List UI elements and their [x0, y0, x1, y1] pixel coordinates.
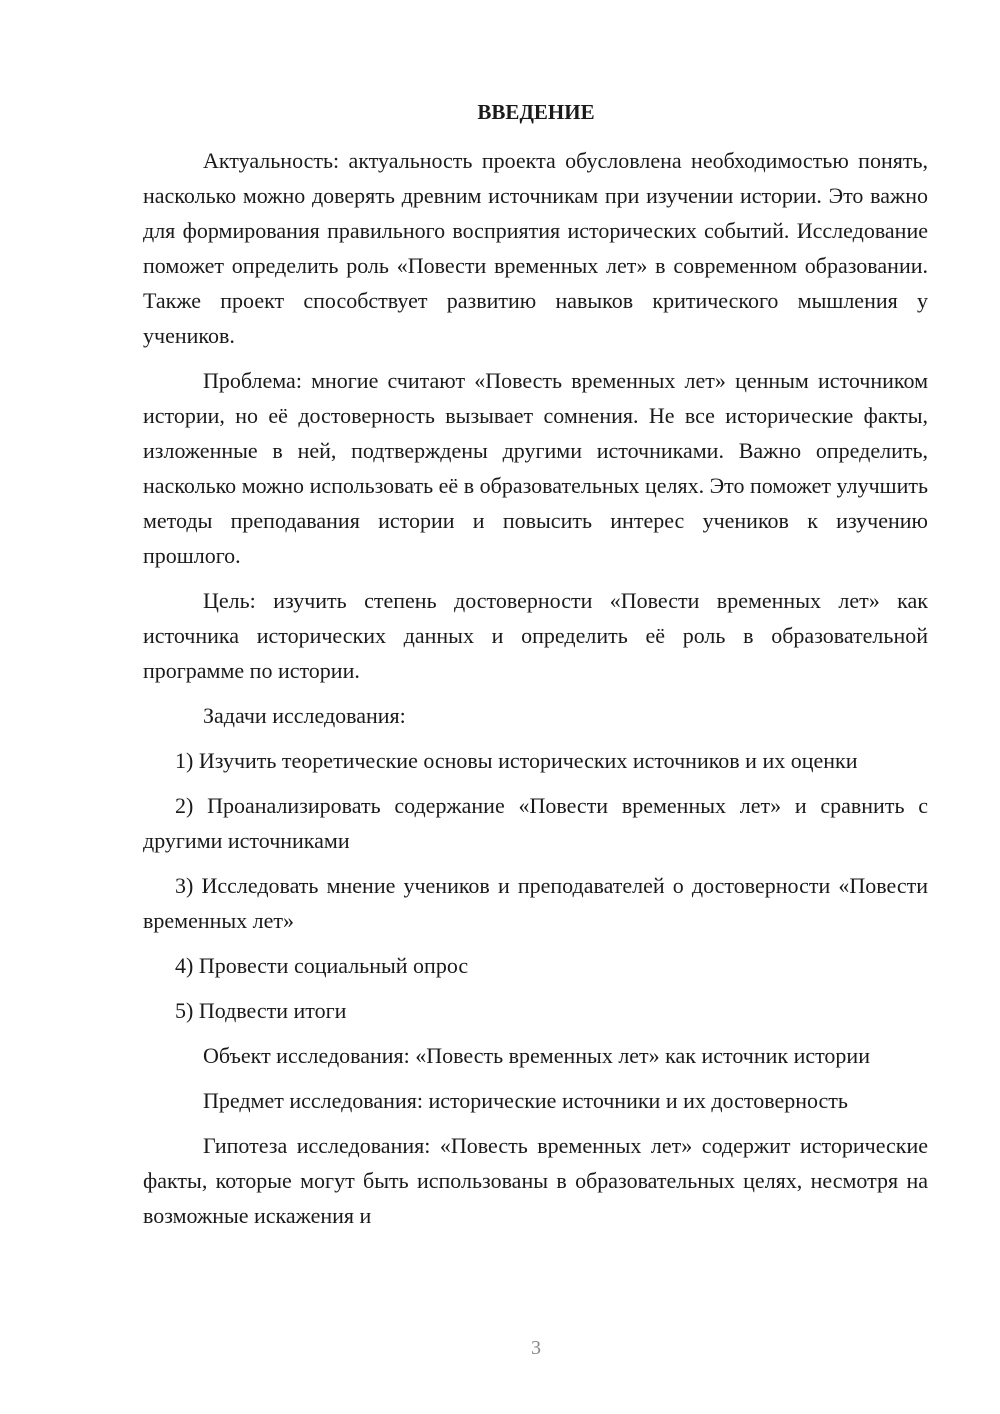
paragraph-tasks-heading: Задачи исследования: [203, 703, 406, 728]
paragraph-goal: Цель: изучить степень достоверности «Повести временных лет» как источника исторических данных и определить её роль в образовательной программе по истории. [143, 588, 928, 683]
task-item: 2) Проанализировать содержание «Повести временных лет» и сравнить с другими источниками [143, 793, 928, 853]
paragraph-hypothesis: Гипотеза исследования: «Повесть временных лет» содержит исторические факты, которые могут быть использованы в образовательных целях, несмотря на возможные искажения и [143, 1133, 928, 1228]
paragraph-object: Объект исследования: «Повесть временных лет» как источник истории [203, 1043, 870, 1068]
page-title: ВВЕДЕНИЕ [477, 100, 595, 124]
task-item: 3) Исследовать мнение учеников и преподавателей о достоверности «Повести временных лет» [143, 873, 928, 933]
page-number: 3 [531, 1337, 541, 1359]
body-text [143, 143, 928, 1243]
paragraph-relevance: Актуальность: актуальность проекта обусловлена необходимостью понять, насколько можно доверять древним источникам при изучении истории. Это важно для формирования правильного восприятия исторических событий. Исследование поможет определить роль «Повести временных лет» в современном образовании. Также проект способствует развитию навыков критического мышления у учеников. [143, 148, 928, 348]
task-item: 4) Провести социальный опрос [175, 953, 469, 978]
task-item: 1) Изучить теоретические основы исторических источников и их оценки [175, 748, 858, 773]
paragraph-subject: Предмет исследования: исторические источники и их достоверность [203, 1088, 848, 1113]
paragraph-problem: Проблема: многие считают «Повесть временных лет» ценным источником истории, но её достоверность вызывает сомнения. Не все исторические факты, изложенные в ней, подтверждены другими источниками. Важно определить, насколько можно использовать её в образовательных целях. Это поможет улучшить методы преподавания истории и повысить интерес учеников к изучению прошлого. [143, 368, 928, 568]
task-item: 5) Подвести итоги [175, 998, 347, 1023]
